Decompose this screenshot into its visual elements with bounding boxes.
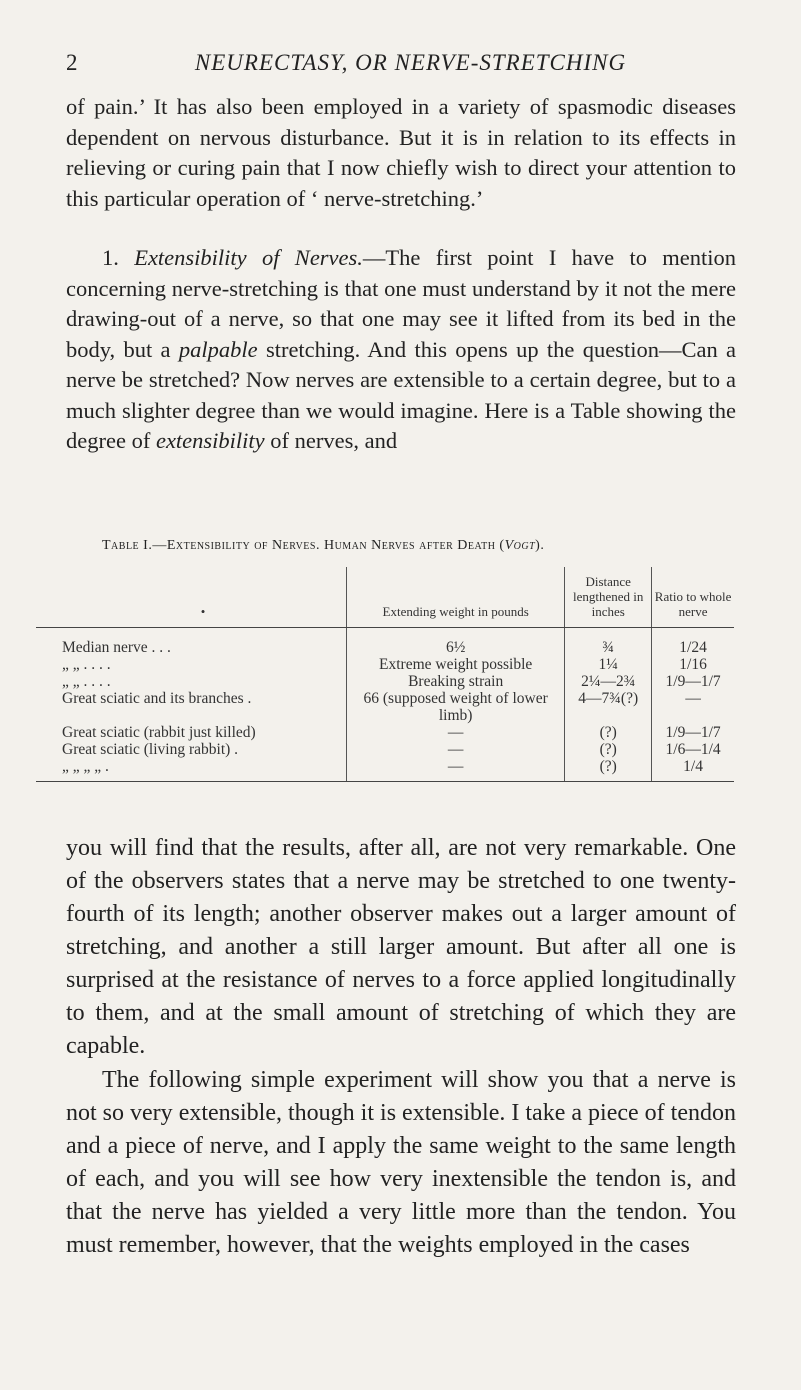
section-number: 1. [102, 245, 119, 270]
emphasis-extensibility: extensibility [155, 428, 265, 453]
row-label: Great sciatic and its branches . [62, 690, 252, 707]
row-label: Median nerve . . . [62, 639, 171, 656]
header-corner: • [36, 567, 347, 628]
emphasis-palpable: palpable [178, 336, 258, 362]
ratio-cell: 1/24 [679, 639, 707, 656]
weight-cell: — [447, 724, 464, 741]
weight-cell: Extreme weight possible [379, 656, 533, 673]
weight-cell: Breaking strain [408, 673, 504, 690]
ratio-cell: 1/9—1/7 [665, 724, 721, 741]
table-caption-end: ). [535, 538, 545, 553]
paragraph-2-text-c: of nerves, and [264, 428, 398, 453]
extensibility-table [36, 567, 734, 782]
table-bottom-rule [36, 775, 734, 782]
distance-cell: 1¼ [598, 656, 618, 673]
table-row [36, 628, 734, 776]
distance-cell: (?) [599, 758, 617, 775]
weight-cell: — [447, 758, 464, 775]
weight-cell: 6½ [445, 639, 466, 656]
table-caption [66, 538, 736, 554]
ratio-cell: 1/9—1/7 [665, 673, 721, 690]
distance-cell: 4—7¾(?) [578, 690, 639, 707]
ratio-cell: 1/4 [683, 758, 703, 775]
table-caption-author: Vogt [504, 538, 536, 553]
page-number: 2 [66, 50, 79, 75]
ratio-cell: 1/16 [679, 656, 707, 673]
ratio-cell: 1/6—1/4 [665, 741, 721, 758]
weight-cell: 66 (supposed weight of lower limb) [363, 690, 548, 724]
row-label: Great sciatic (living rabbit) . [62, 741, 239, 758]
distance-cell: ¾ [602, 639, 615, 656]
distance-cell: 2¼—2¾ [581, 673, 636, 690]
ratio-cell: — [685, 690, 701, 707]
header-ratio: Ratio to whole nerve [652, 567, 734, 628]
row-label: „ „ . . . . [62, 673, 111, 690]
row-label: Great sciatic (rabbit just killed) [62, 724, 256, 741]
section-heading: Extensibility of Nerves. [134, 245, 363, 270]
header-distance: Distance lengthened in inches [565, 567, 652, 628]
row-label: „ „ . . . . [62, 656, 111, 673]
paragraph-2-text-b: stretching. And this opens up the question—Can a nerve be stretched? Now nerves are extensible to a certain degree, but to a much slighter degree than we would imagine. Here is a Table showing the degree of [66, 336, 737, 453]
header-weight: Extending weight in pounds [347, 567, 565, 628]
paragraph-1: of pain.’ It has also been employed in a variety of spasmodic diseases dependent on nervous disturbance. But it is in relation to its effects in relieving or curing pain that I now chiefly wish to direct your attention to this particular operation of ‘ nerve-stretching.’ [66, 94, 736, 211]
running-title: NEURECTASY, OR NERVE-STRETCHING [194, 50, 627, 75]
paragraph-2-text-a: —The first point I have to mention concerning nerve-stretching is that one must understand by it not the mere drawing-out of a nerve, so that one may see it lifted from its bed in the body, but a [66, 245, 737, 362]
table-header-row [36, 567, 734, 628]
row-label: „ „ „ „ . [62, 758, 109, 775]
distance-cell: (?) [599, 741, 617, 758]
paragraph-2 [66, 243, 736, 457]
paragraph-3: you will find that the results, after all, are not very remarkable. One of the observers states that a nerve may be stretched to one twenty-fourth of its length; another observer makes out a larger amount of stretching, and another a still larger amount. But after all one is surprised at the resistance of nerves to a force applied longitudinally to them, and at the small amount of stretching of which they are capable. [66, 835, 736, 1059]
paragraph-4: The following simple experiment will show you that a nerve is not so very extensible, though it is extensible. I take a piece of tendon and a piece of nerve, and I apply the same weight to the same length of each, and you will see how very inextensible the tendon is, and that the nerve has yielded a very little more than the tendon. You must remember, however, that the weights employed in the cases [66, 1067, 736, 1258]
distance-cell: (?) [599, 724, 617, 741]
table-caption-main: Table I.—Extensibility of Nerves. Human Nerves after Death ( [102, 538, 505, 553]
weight-cell: — [447, 741, 464, 758]
running-header [66, 50, 735, 76]
